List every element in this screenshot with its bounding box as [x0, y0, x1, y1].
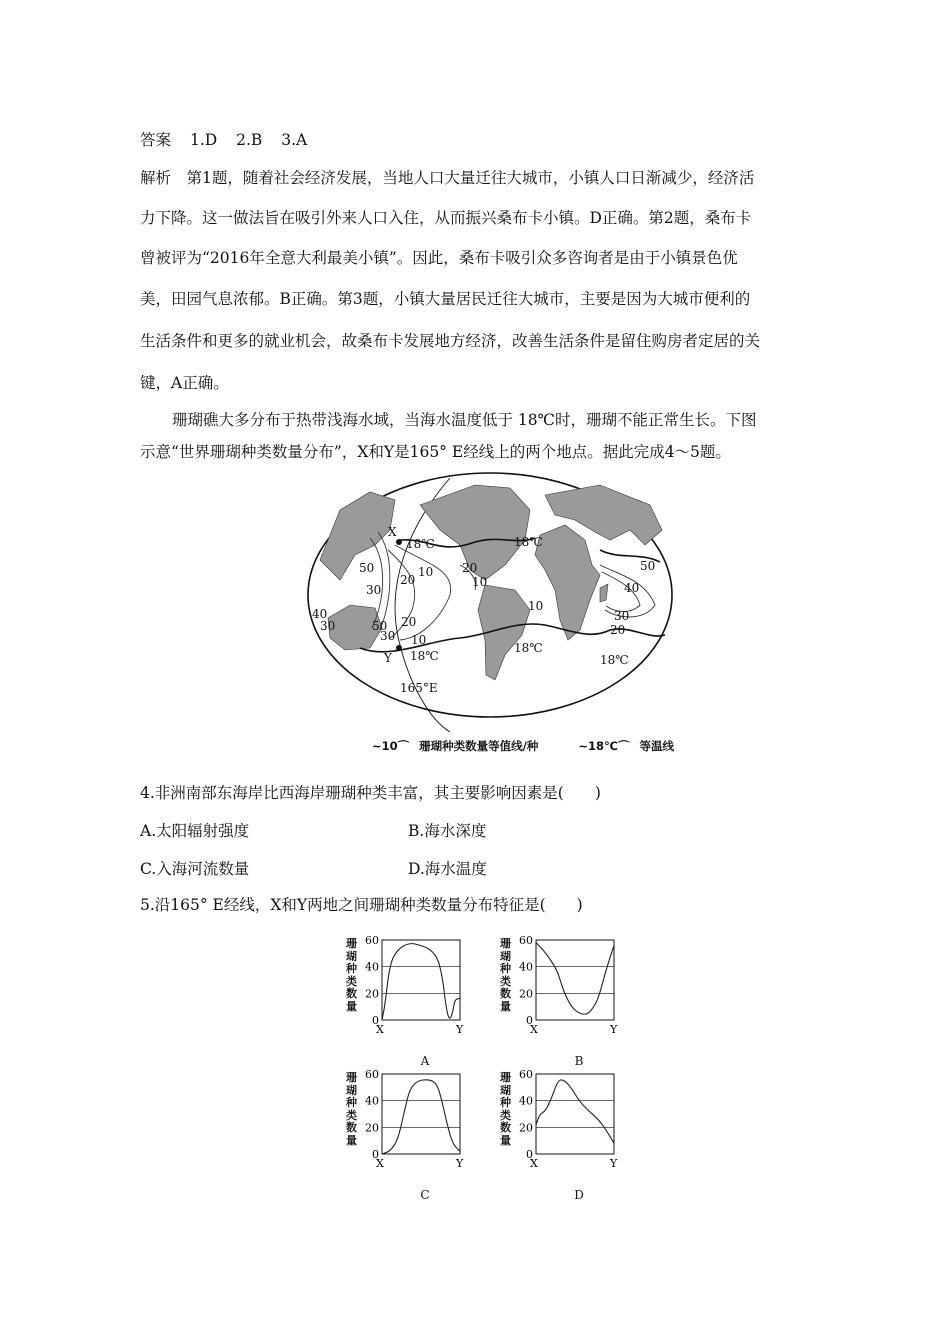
map-label-meridian: 165°E [400, 681, 438, 695]
map-label-isotherm: 18℃ [514, 641, 543, 655]
chart-tick-label: 40 [519, 960, 533, 974]
answer-label: 答案 [140, 131, 172, 149]
chart-x-label-right: Y [610, 1023, 618, 1036]
map-label-isoline: 50 [359, 561, 375, 575]
chart-frame [382, 1074, 460, 1154]
analysis-line: 美，田园气息浓郁。B正确。第3题，小镇大量居民迁往大城市，主要是因为大城市便利的 [140, 290, 751, 308]
analysis-line: 力下降。这一做法旨在吸引外来人口入住，从而振兴桑布卡小镇。D正确。第2题，桑布卡 [140, 209, 752, 227]
chart-series-line [382, 1080, 460, 1154]
chart-option-b[interactable] [494, 930, 634, 1080]
map-label-isoline: 20 [400, 573, 416, 587]
q4-option-c[interactable]: C.入海河流数量 [140, 860, 250, 878]
map-svg [300, 470, 680, 750]
chart-tick-label: 20 [365, 1121, 379, 1135]
q5-stem: 5.沿165° E经线，X和Y两地之间珊瑚种类数量分布特征是( ) [140, 896, 583, 914]
chart-x-label-left: X [376, 1023, 384, 1036]
map-label-x: X [388, 525, 397, 539]
chart-series-line [382, 944, 460, 1020]
answer-line [140, 128, 321, 150]
chart-x-label-left: X [530, 1023, 538, 1036]
chart-title: C [420, 1188, 430, 1202]
chart-series-line [536, 943, 614, 1014]
chart-option-c[interactable] [340, 1064, 480, 1214]
legend-isoline-sample: ~10⌒ [372, 739, 410, 753]
map-label-y: Y [384, 651, 392, 665]
map-label-isoline: 20 [610, 623, 626, 637]
chart-tick-label: 20 [365, 987, 379, 1001]
chart-tick-label: 40 [519, 1094, 533, 1108]
map-label-isotherm: 18℃ [406, 537, 435, 551]
map-label-isoline: 40 [624, 581, 640, 595]
legend-isotherm-text: 等温线 [639, 739, 674, 753]
map-label-isotherm: 18℃ [514, 535, 543, 549]
chart-svg [494, 1064, 634, 1184]
chart-tick-label: 20 [519, 1121, 533, 1135]
map-label-isoline: 30 [380, 629, 396, 643]
chart-tick-label: 60 [519, 1068, 533, 1081]
answer-item: 3.A [281, 131, 308, 149]
chart-tick-label: 0 [372, 1014, 379, 1027]
map-label-isoline: 20 [401, 615, 417, 629]
map-label-isoline: 50 [372, 619, 388, 633]
chart-tick-label: 0 [526, 1014, 533, 1027]
analysis-line: 解析 第1题，随着社会经济发展，当地人口大量迁往大城市，小镇人口日渐减少，经济活 [140, 169, 755, 187]
chart-frame [382, 940, 460, 1020]
q4-option-a[interactable]: A.太阳辐射强度 [140, 822, 250, 840]
point-x [396, 539, 402, 545]
chart-title: A [420, 1054, 430, 1068]
intro-line: 珊瑚礁大多分布于热带浅海水域，当海水温度低于 18℃时，珊瑚不能正常生长。下图 [172, 411, 757, 429]
q4-option-b[interactable]: B.海水深度 [408, 822, 487, 840]
map-label-isoline: 20 [462, 561, 478, 575]
chart-series-line [536, 1080, 614, 1143]
chart-tick-label: 20 [519, 987, 533, 1001]
q4-option-d[interactable]: D.海水温度 [408, 860, 487, 878]
map-label-isoline: 50 [640, 559, 656, 573]
map-label-isoline: 10 [411, 633, 427, 647]
chart-x-label-right: Y [610, 1157, 618, 1170]
map-label-isoline: 40 [312, 607, 328, 621]
chart-svg [340, 1064, 480, 1184]
chart-tick-label: 60 [519, 934, 533, 947]
chart-x-label-right: Y [456, 1023, 464, 1036]
chart-ylabel: 珊瑚种类数量 [346, 1071, 357, 1147]
map-label-isotherm: 18℃ [410, 649, 439, 663]
chart-ylabel: 珊瑚种类数量 [346, 937, 357, 1013]
chart-tick-label: 0 [526, 1148, 533, 1161]
chart-tick-label: 60 [365, 934, 379, 947]
map-label-isoline: 10 [472, 575, 488, 589]
analysis-line: 生活条件和更多的就业机会，故桑布卡发展地方经济，改善生活条件是留住购房者定居的关 [140, 332, 761, 350]
chart-frame [536, 1074, 614, 1154]
chart-ylabel: 珊瑚种类数量 [500, 937, 511, 1013]
chart-x-label-right: Y [456, 1157, 464, 1170]
analysis-line: 曾被评为“2016年全意大利最美小镇”。因此，桑布卡吸引众多咨询者是由于小镇景色优 [140, 249, 738, 267]
chart-option-a[interactable] [340, 930, 480, 1080]
chart-title: D [574, 1188, 584, 1202]
map-label-isoline: 30 [366, 583, 382, 597]
map-label-isotherm: 18℃ [600, 653, 629, 667]
chart-ylabel: 珊瑚种类数量 [500, 1071, 511, 1147]
map-label-isoline: 30 [614, 609, 630, 623]
chart-tick-label: 40 [365, 960, 379, 974]
chart-x-label-left: X [376, 1157, 384, 1170]
answer-item: 1.D [189, 131, 218, 149]
chart-svg [494, 930, 634, 1050]
chart-tick-label: 0 [372, 1148, 379, 1161]
intro-line: 示意“世界珊瑚种类数量分布”，X和Y是165° E经线上的两个地点。据此完成4～5题。 [140, 443, 731, 461]
chart-tick-label: 60 [365, 1068, 379, 1081]
point-y [396, 645, 402, 651]
chart-svg [340, 930, 480, 1050]
chart-title: B [574, 1054, 584, 1068]
legend-isoline-text: 珊瑚种类数量等值线/种 [419, 739, 539, 753]
chart-option-d[interactable] [494, 1064, 634, 1214]
chart-x-label-left: X [530, 1157, 538, 1170]
map-label-isoline: 10 [528, 599, 544, 613]
q4-stem: 4.非洲南部东海岸比西海岸珊瑚种类丰富，其主要影响因素是( ) [140, 784, 601, 802]
chart-frame [536, 940, 614, 1020]
analysis-line: 键，A正确。 [140, 374, 229, 392]
map-legend [372, 738, 680, 754]
answer-item: 2.B [236, 131, 263, 149]
map-label-isoline: 30 [320, 619, 336, 633]
map-label-isoline: 10 [418, 565, 434, 579]
coral-distribution-map [300, 470, 680, 750]
legend-isotherm-sample: ~18℃⌒ [578, 739, 630, 753]
chart-tick-label: 40 [365, 1094, 379, 1108]
